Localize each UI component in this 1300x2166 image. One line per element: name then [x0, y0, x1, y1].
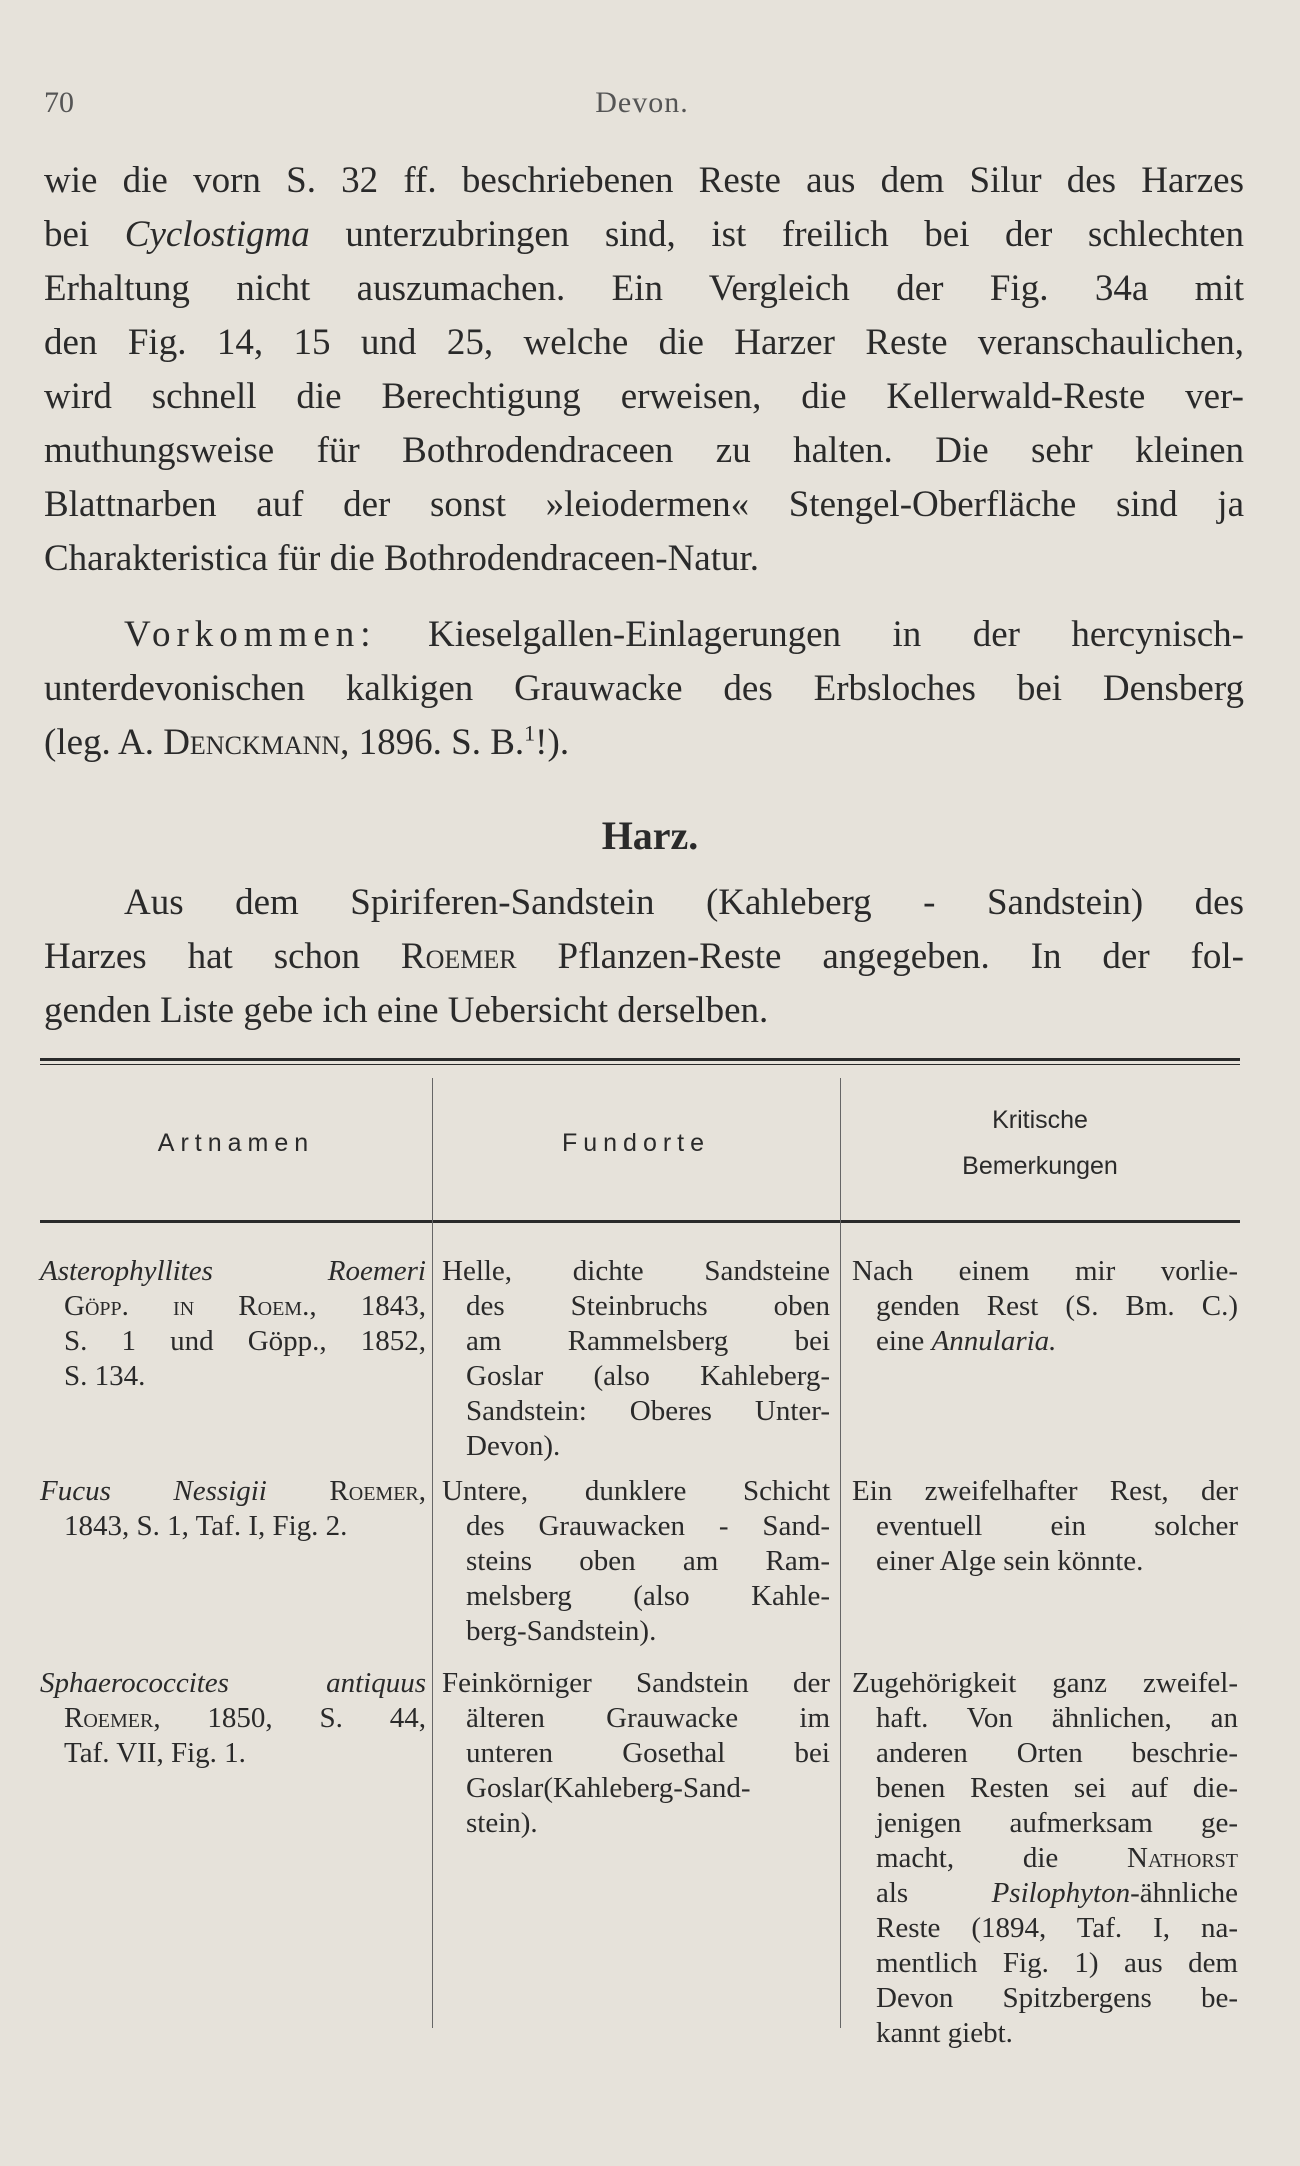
paragraph-line: den Fig. 14, 15 und 25, welche die Harzer Reste veranschaulichen,	[44, 322, 1244, 363]
column-header-species: Artnamen	[157, 1129, 315, 1157]
paragraph-line: Aus dem Spiriferen-Sandstein (Kahleberg - Sandstein) des	[124, 882, 1244, 923]
column-divider	[432, 1078, 433, 2028]
table-cell-species: Sphaerococcites antiquus Roemer, 1850, S. 44, Taf. VII, Fig. 1.	[40, 1667, 426, 1769]
table-cell-locality: Feinkörniger Sandstein der älteren Grauwacke im unteren Gosethal bei Goslar(Kahleberg-Sand- stein).	[442, 1667, 830, 1839]
paragraph-harz	[44, 876, 1244, 1038]
page-number: 70	[44, 86, 74, 119]
table-cell-remarks: Zugehörigkeit ganz zweifel- haft. Von ähnlichen, an anderen Orten beschrie- benen Resten sei auf die- jenigen aufmerksam ge- macht, die Nathorst als Psilophyton-ähnliche Reste (1894, Taf. I, na- mentlich Fig. 1) aus dem Devon Spitzbergens be- kannt giebt.	[852, 1667, 1238, 2049]
paragraph-line: genden Liste gebe ich eine Uebersicht derselben.	[44, 990, 769, 1031]
table-cell-locality: Untere, dunklere Schicht des Grauwacken - Sand- steins oben am Ram- melsberg (also Kahle- berg-Sandstein).	[442, 1475, 830, 1647]
occurrence-label: Vorkommen:	[124, 614, 377, 655]
table-cell-species: Fucus Nessigii Roemer, 1843, S. 1, Taf. I, Fig. 2.	[40, 1475, 426, 1542]
table-top-rule-thin	[40, 1064, 1240, 1065]
table-cell-remarks: Nach einem mir vorlie- genden Rest (S. Bm. C.) eine Annularia.	[852, 1255, 1238, 1357]
table-cell-species: Asterophyllites Roemeri Göpp. in Roem., 1843, S. 1 und Göpp., 1852, S. 134.	[40, 1255, 426, 1392]
column-divider	[840, 1078, 841, 2028]
paragraph-occurrence: Vorkommen: Kieselgallen-Einlagerungen in der hercynisch- unterdevonischen kalkigen Grauwacke des Erbsloches bei Densberg (leg. A. Denckmann, 1896. S. B.$^1$!).	[44, 608, 1244, 770]
table-header-rule	[40, 1220, 1240, 1223]
running-title: Devon.	[595, 86, 689, 119]
table-cell-remarks: Ein zweifelhafter Rest, der eventuell ein solcher einer Alge sein könnte.	[852, 1475, 1238, 1577]
taxon-name: Annularia.	[931, 1325, 1057, 1357]
taxon-name: Psilophyton	[991, 1877, 1131, 1909]
column-header-remarks: Kritische Bemerkungen	[962, 1106, 1118, 1180]
paragraph-line: Harzes hat schon Roemer Pflanzen-Reste angegeben. In der fol-	[44, 936, 1244, 977]
column-header-locality: Fundorte	[561, 1129, 711, 1157]
paragraph-line: bei Cyclostigma unterzubringen sind, ist freilich bei der schlechten	[44, 214, 1245, 255]
footnote-marker: 1	[524, 720, 536, 746]
author-name: Nathorst	[1127, 1842, 1238, 1874]
taxon-name: Cyclostigma	[124, 214, 310, 255]
paragraph-line: muthungsweise für Bothrodendraceen zu halten. Die sehr kleinen	[44, 430, 1244, 471]
paragraph-line: wird schnell die Berechtigung erweisen, die Kellerwald-Reste ver-	[44, 376, 1244, 417]
paragraph-line: wie die vorn S. 32 ff. beschriebenen Reste aus dem Silur des Harzes	[44, 160, 1244, 201]
table-top-rule	[40, 1058, 1240, 1061]
author-name: Roemer	[400, 936, 517, 977]
paragraph-line: (leg. A. Denckmann, 1896. S. B.$^1$!).	[44, 720, 570, 763]
paragraph-line: unterdevonischen kalkigen Grauwacke des Erbsloches bei Densberg	[44, 668, 1244, 709]
paragraph-line: Blattnarben auf der sonst »leiodermen« Stengel-Oberfläche sind ja	[44, 484, 1244, 525]
author-name: Denckmann	[163, 722, 341, 763]
paragraph-line: Erhaltung nicht auszumachen. Ein Vergleich der Fig. 34a mit	[44, 268, 1244, 309]
species-table	[40, 1058, 1240, 2048]
paragraph-line: Charakteristica für die Bothrodendraceen-Natur.	[44, 538, 760, 579]
table-cell-locality: Helle, dichte Sandsteine des Steinbruchs oben am Rammelsberg bei Goslar (also Kahleberg- Sandstein: Oberes Unter- Devon).	[442, 1255, 830, 1462]
paragraph-1	[44, 154, 1244, 586]
section-heading: Harz.	[601, 813, 699, 858]
